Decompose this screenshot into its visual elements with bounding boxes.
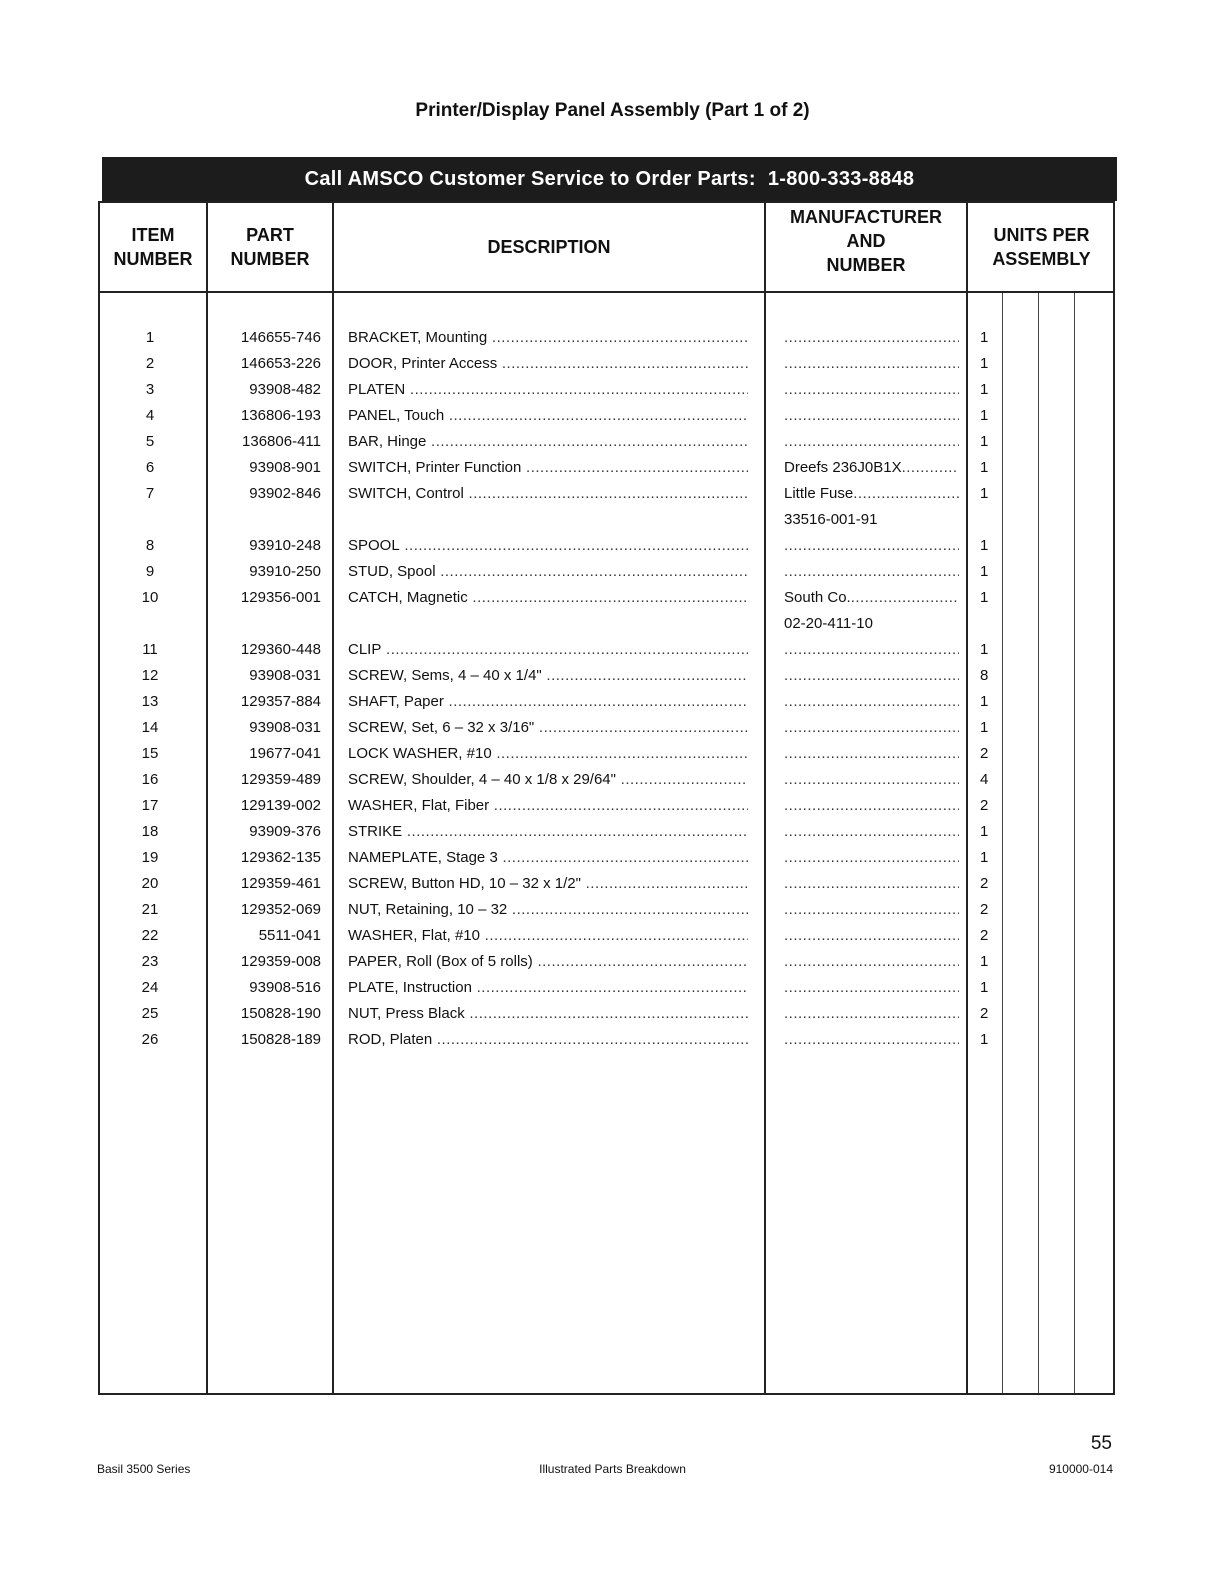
description: WASHER, Flat, #10 .....: [348, 927, 748, 944]
part-number: 93910-248: [249, 537, 321, 554]
description: SHAFT, Paper .....: [348, 693, 748, 710]
units-per-assembly: 1: [980, 355, 989, 372]
parts-table: [98, 201, 1115, 1395]
table-row: [100, 771, 1113, 797]
table-row: [100, 329, 1113, 355]
table-row: [100, 537, 1113, 563]
banner-text: Call AMSCO Customer Service to Order Parts:: [304, 167, 756, 190]
part-number: 150828-190: [240, 1005, 321, 1022]
units-per-assembly: 1: [980, 823, 989, 840]
item-number: 22: [141, 927, 159, 944]
description: SWITCH, Printer Function .....: [348, 459, 748, 476]
table-row: [100, 563, 1113, 589]
description: BRACKET, Mounting .....: [348, 329, 748, 346]
units-per-assembly: 4: [980, 771, 989, 788]
table-row: [100, 407, 1113, 433]
description: PLATE, Instruction .....: [348, 979, 748, 996]
table-row: [100, 1005, 1113, 1031]
units-per-assembly: 2: [980, 901, 989, 918]
part-number: 129360-448: [240, 641, 321, 658]
footer-section: Illustrated Parts Breakdown: [539, 1462, 686, 1476]
part-number: 129359-008: [240, 953, 321, 970]
item-number: 23: [141, 953, 159, 970]
description: WASHER, Flat, Fiber .....: [348, 797, 748, 814]
part-number: 93908-901: [249, 459, 321, 476]
item-number: 21: [141, 901, 159, 918]
units-per-assembly: 2: [980, 745, 989, 762]
manufacturer: [784, 641, 959, 658]
item-number: 6: [145, 459, 155, 476]
item-number: 20: [141, 875, 159, 892]
item-number: 1: [145, 329, 155, 346]
units-per-assembly: 1: [980, 329, 989, 346]
item-number: 16: [141, 771, 159, 788]
table-row: [100, 823, 1113, 849]
table-row: [100, 953, 1113, 979]
part-number: 129362-135: [240, 849, 321, 866]
description: STRIKE .....: [348, 823, 748, 840]
manufacturer: [784, 771, 959, 788]
part-number: 93908-516: [249, 979, 321, 996]
units-per-assembly: 1: [980, 849, 989, 866]
description: CLIP .....: [348, 641, 748, 658]
description: PANEL, Touch .....: [348, 407, 748, 424]
part-number: 93902-846: [249, 485, 321, 502]
description: SPOOL .....: [348, 537, 748, 554]
manufacturer: [784, 693, 959, 710]
description: CATCH, Magnetic .....: [348, 589, 748, 606]
item-number: 3: [145, 381, 155, 398]
item-number: 25: [141, 1005, 159, 1022]
units-per-assembly: 2: [980, 927, 989, 944]
units-per-assembly: 1: [980, 381, 989, 398]
banner-phone: 1-800-333-8848: [767, 167, 915, 190]
header-part: PART NUMBER: [230, 225, 310, 269]
table-row: [100, 433, 1113, 459]
manufacturer: [784, 407, 959, 424]
part-number: 129356-001: [240, 589, 321, 606]
table-row: [100, 641, 1113, 667]
page-title: Printer/Display Panel Assembly (Part 1 of 2): [415, 100, 810, 121]
table-row: [100, 667, 1113, 693]
manufacturer: [784, 329, 959, 346]
description: ROD, Platen .....: [348, 1031, 748, 1048]
table-row: [100, 589, 1113, 632]
part-number: 136806-411: [242, 433, 321, 450]
item-number: 26: [141, 1031, 159, 1048]
units-per-assembly: 1: [980, 693, 989, 710]
table-row: [100, 355, 1113, 381]
description: BAR, Hinge .....: [348, 433, 748, 450]
manufacturer: [784, 563, 959, 580]
header-units: UNITS PER ASSEMBLY: [992, 225, 1091, 269]
description: PLATEN .....: [348, 381, 748, 398]
manufacturer: [784, 823, 959, 840]
part-number: 129357-884: [240, 693, 321, 710]
part-number: 93908-482: [249, 381, 321, 398]
description: LOCK WASHER, #10 .....: [348, 745, 748, 762]
header-description: DESCRIPTION: [487, 237, 611, 257]
item-number: 18: [141, 823, 159, 840]
table-row: [100, 719, 1113, 745]
manufacturer: [784, 849, 959, 866]
manufacturer-number: 02-20-411-10: [784, 615, 873, 632]
table-row: [100, 979, 1113, 1005]
units-per-assembly: 1: [980, 589, 989, 606]
part-number: 136806-193: [240, 407, 321, 424]
units-per-assembly: 1: [980, 641, 989, 658]
item-number: 10: [141, 589, 159, 606]
units-per-assembly: 1: [980, 979, 989, 996]
page-number: 55: [1090, 1433, 1112, 1454]
table-row: [100, 693, 1113, 719]
part-number: 93908-031: [249, 667, 321, 684]
manufacturer: [784, 355, 959, 372]
part-number: 93909-376: [249, 823, 321, 840]
manufacturer: [784, 797, 959, 814]
part-number: 5511-041: [258, 927, 321, 944]
part-number: 146653-226: [240, 355, 321, 372]
description: SCREW, Set, 6 – 32 x 3/16" .....: [348, 719, 748, 736]
manufacturer: [784, 433, 959, 450]
units-per-assembly: 1: [980, 407, 989, 424]
part-number: 129139-002: [240, 797, 321, 814]
part-number: 19677-041: [249, 745, 321, 762]
table-row: [100, 927, 1113, 953]
item-number: 11: [142, 641, 158, 658]
item-number: 17: [141, 797, 159, 814]
description: NUT, Press Black .....: [348, 1005, 748, 1022]
manufacturer: [784, 927, 959, 944]
header-item: ITEM NUMBER: [113, 225, 193, 269]
units-per-assembly: 1: [980, 459, 989, 476]
manufacturer: [784, 745, 959, 762]
description: STUD, Spool .....: [348, 563, 748, 580]
part-number: 129359-489: [240, 771, 321, 788]
manufacturer: [784, 719, 959, 736]
description: SCREW, Shoulder, 4 – 40 x 1/8 x 29/64" .....: [348, 771, 748, 788]
manufacturer: [784, 381, 959, 398]
item-number: 19: [141, 849, 159, 866]
description: DOOR, Printer Access .....: [348, 355, 748, 372]
manufacturer: [784, 875, 959, 892]
part-number: 150828-189: [240, 1031, 321, 1048]
description: SCREW, Sems, 4 – 40 x 1/4" .....: [348, 667, 748, 684]
manufacturer: Dreefs 236J0B1X .....: [784, 459, 959, 476]
manufacturer: [784, 1005, 959, 1022]
units-per-assembly: 1: [980, 485, 989, 502]
manufacturer: [784, 667, 959, 684]
item-number: 24: [141, 979, 159, 996]
header-manufacturer: MANUFACTURER AND NUMBER: [790, 207, 942, 275]
item-number: 5: [145, 433, 155, 450]
table-row: [100, 901, 1113, 927]
order-banner: [102, 157, 1117, 201]
units-per-assembly: 1: [980, 433, 989, 450]
units-per-assembly: 1: [980, 719, 989, 736]
manufacturer: [784, 537, 959, 554]
table-row: [100, 745, 1113, 771]
table-row: [100, 849, 1113, 875]
units-per-assembly: 2: [980, 1005, 989, 1022]
table-row: [100, 381, 1113, 407]
description: NAMEPLATE, Stage 3 .....: [348, 849, 748, 866]
part-number: 93910-250: [249, 563, 321, 580]
part-number: 129352-069: [240, 901, 321, 918]
manufacturer: South Co. .....: [784, 589, 959, 606]
item-number: 4: [145, 407, 155, 424]
item-number: 12: [141, 667, 159, 684]
manufacturer: [784, 901, 959, 918]
part-number: 146655-746: [240, 329, 321, 346]
part-number: 93908-031: [249, 719, 321, 736]
units-per-assembly: 1: [980, 537, 989, 554]
document-number: 910000-014: [1048, 1462, 1113, 1476]
manufacturer: [784, 1031, 959, 1048]
units-per-assembly: 8: [980, 667, 989, 684]
table-row: [100, 485, 1113, 528]
manufacturer: [784, 953, 959, 970]
table-row: [100, 875, 1113, 901]
description: SWITCH, Control .....: [348, 485, 748, 502]
footer-series: Basil 3500 Series: [97, 1462, 191, 1476]
table-row: [100, 1031, 1113, 1057]
item-number: 9: [145, 563, 155, 580]
item-number: 14: [141, 719, 159, 736]
manufacturer: [784, 979, 959, 996]
item-number: 2: [145, 355, 155, 372]
table-row: [100, 459, 1113, 485]
table-row: [100, 797, 1113, 823]
units-per-assembly: 1: [980, 563, 989, 580]
manufacturer: Little Fuse .....: [784, 485, 959, 502]
units-per-assembly: 2: [980, 875, 989, 892]
units-per-assembly: 1: [980, 1031, 989, 1048]
description: PAPER, Roll (Box of 5 rolls) .....: [348, 953, 748, 970]
units-per-assembly: 1: [980, 953, 989, 970]
description: SCREW, Button HD, 10 – 32 x 1/2" .....: [348, 875, 748, 892]
item-number: 15: [141, 745, 159, 762]
item-number: 13: [141, 693, 159, 710]
manufacturer-number: 33516-001-91: [784, 511, 878, 528]
units-per-assembly: 2: [980, 797, 989, 814]
part-number: 129359-461: [240, 875, 321, 892]
item-number: 7: [145, 485, 155, 502]
description: NUT, Retaining, 10 – 32 .....: [348, 901, 748, 918]
item-number: 8: [145, 537, 155, 554]
